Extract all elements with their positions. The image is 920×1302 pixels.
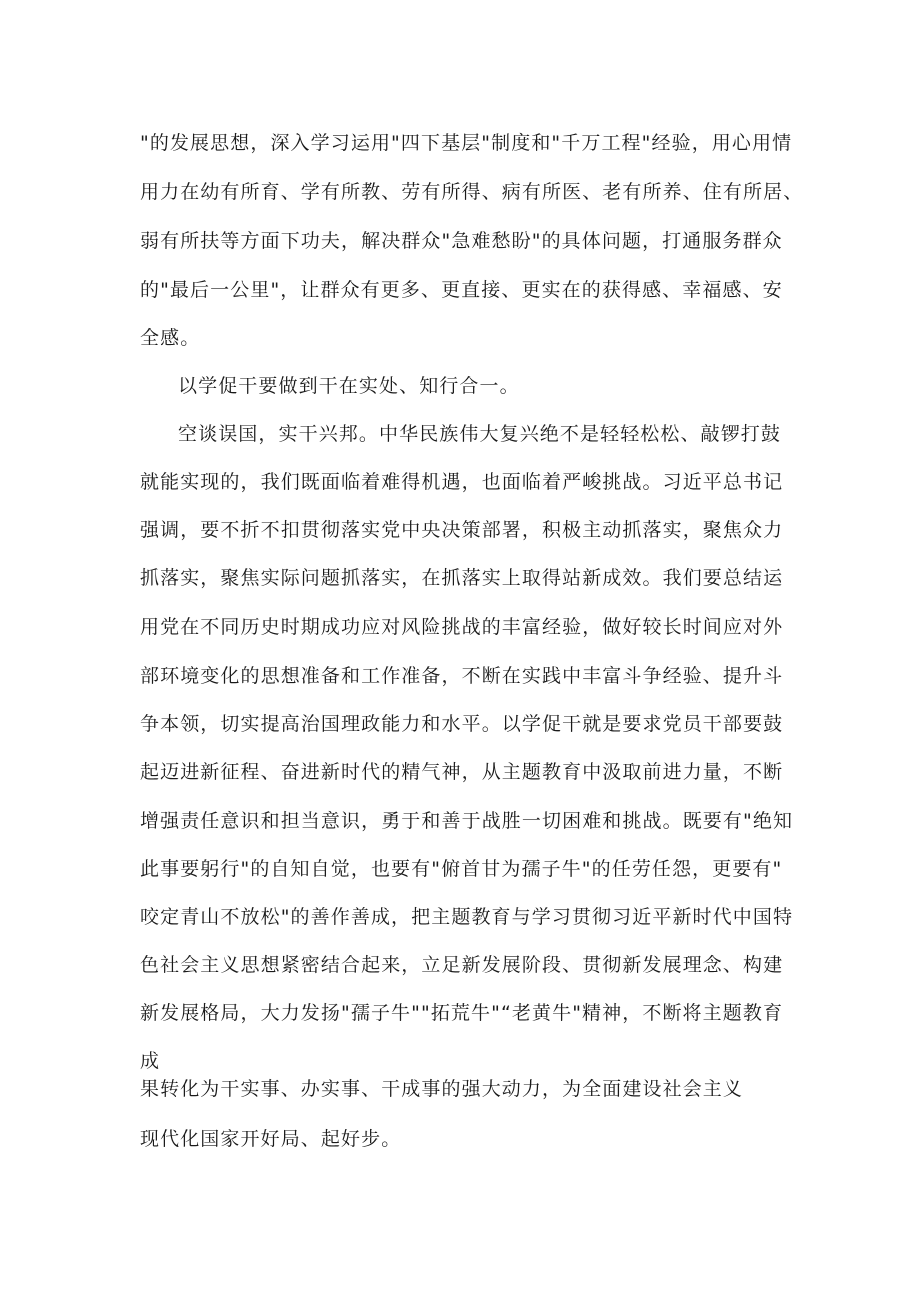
section-heading: 以学促干要做到干在实处、知行合一。 — [178, 375, 520, 397]
text-line: 全感。 — [140, 327, 201, 349]
text-line: 咬定青山不放松"的善作善成，把主题教育与学习贯彻习近平新时代中国特 — [140, 906, 794, 928]
text-line: 色社会主义思想紧密结合起来，立足新发展阶段、贯彻新发展理念、构建 — [140, 954, 784, 976]
text-line: 空谈误国，实干兴邦。中华民族伟大复兴绝不是轻轻松松、敲锣打鼓 — [178, 423, 782, 445]
text-line: 抓落实，聚焦实际问题抓落实，在抓落实上取得站新成效。我们要总结运 — [140, 567, 784, 589]
text-line: 就能实现的，我们既面临着难得机遇，也面临着严峻挑战。习近平总书记 — [140, 471, 784, 493]
text-line: 现代化国家开好局、起好步。 — [140, 1128, 402, 1150]
text-line: 部环境变化的思想准备和工作准备，不断在实践中丰富斗争经验、提升斗 — [140, 665, 784, 687]
text-line: 强调，要不折不扣贯彻落实党中央决策部署，积极主动抓落实，聚焦众力 — [140, 519, 784, 541]
text-line: 果转化为干实事、办实事、干成事的强大动力，为全面建设社会主义 — [140, 1078, 744, 1100]
text-line: 此事要躬行"的自知自觉，也要有"俯首甘为孺子牛"的任劳任怨，更要有" — [140, 858, 783, 880]
text-line: 的"最后一公里"，让群众有更多、更直接、更实在的获得感、幸福感、安 — [140, 279, 783, 301]
text-line: 新发展格局，大力发扬"孺子牛""拓荒牛"“老黄牛"精神，不断将主题教育 — [140, 1002, 784, 1024]
text-line: "的发展思想，深入学习运用"四下基层"制度和"千万工程"经验，用心用情 — [140, 132, 793, 154]
text-line: 成 — [140, 1050, 161, 1072]
text-line: 弱有所扶等方面下功夫，解决群众"急难愁盼"的具体问题，打通服务群众 — [140, 230, 783, 252]
text-line: 起迈进新征程、奋进新时代的精气神，从主题教育中汲取前进力量，不断 — [140, 761, 784, 783]
text-line: 用力在幼有所育、学有所教、劳有所得、病有所医、老有所养、住有所居、 — [140, 181, 804, 203]
text-line: 用党在不同历史时期成功应对风险挑战的丰富经验，做好较长时间应对外 — [140, 616, 784, 638]
text-line: 增强责任意识和担当意识，勇于和善于战胜一切困难和挑战。既要有"绝知 — [140, 810, 794, 832]
text-line: 争本领，切实提高治国理政能力和水平。以学促干就是要求党员干部要鼓 — [140, 713, 784, 735]
